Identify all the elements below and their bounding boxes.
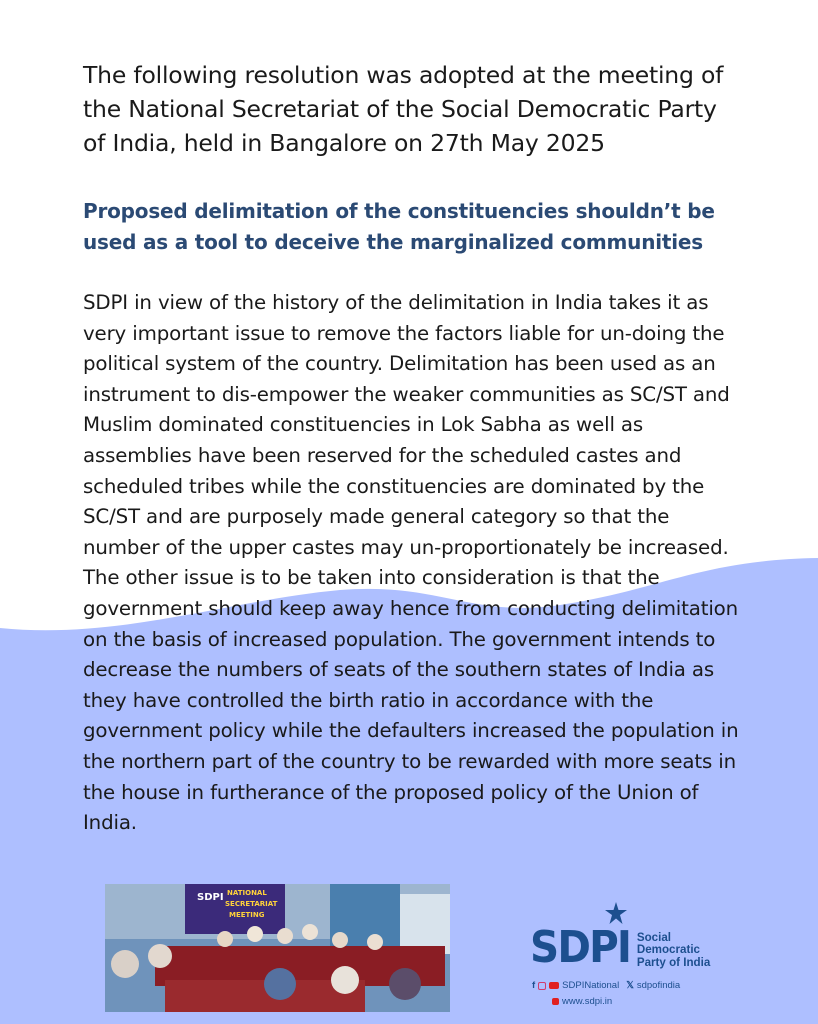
logo-party-name [637, 932, 710, 969]
logo-letters: SDPI [530, 922, 631, 973]
logo-name-line-3: Party of India [636, 955, 711, 969]
banner-line-4: MEETING [229, 911, 265, 919]
social-handle-text: SDPINational [562, 980, 620, 991]
banner-line-3: SECRETARIAT [225, 900, 278, 908]
banner-line-1: SDPI [197, 892, 224, 903]
logo-name-line-1: Social [636, 931, 671, 944]
banner-line-2: NATIONAL [227, 889, 267, 897]
logo-name-line-2: Democratic [636, 943, 700, 957]
resolution-body: SDPI in view of the history of the delimitation in India takes it as very important issue to remove the factors liable for un-doing the political system of the country. Delimitation has been used as an instrument to dis-empower the weaker communities as SC/ST and Muslim dominated constituencies in Lok Sabha as well as assemblies have been reserved for the scheduled castes and scheduled tribes while the constituencies are dominated by the SC/ST and are purposely made general category so that the number of the upper castes may un-proportionately be increased. The other issue is to be taken into consideration is that the government should keep away hence from conducting delimitation on the basis of increased population. The government intends to decrease the numbers of seats of the southern states of India as they have controlled the birth ratio in accordance with the government policy while the defaulters increased the population in the northern part of the country to be rewarded with more seats in the house in furtherance of the proposed policy of the Union of India. [83, 291, 739, 835]
facebook-icon: f [532, 980, 536, 991]
resolution-headline: Proposed delimitation of the constituencies shouldn’t be used as a tool to deceive the marginalized communities [83, 199, 715, 254]
youtube-icon [549, 982, 559, 989]
website-text: www.sdpi.in [562, 996, 613, 1007]
meeting-photo [105, 884, 450, 1012]
intro-paragraph: The following resolution was adopted at the meeting of the National Secretariat of the Social Democratic Party of India, held in Bangalore on 27th May 2025 [83, 61, 724, 157]
meeting-photo-illustration [105, 884, 450, 1012]
star-icon [605, 902, 627, 924]
website [552, 996, 612, 1007]
web-icon [552, 998, 559, 1005]
x-icon: 𝕏 [626, 980, 634, 991]
social-handles [532, 980, 680, 991]
sdpi-logo [530, 912, 740, 1017]
x-handle-text: sdpofindia [636, 980, 681, 991]
instagram-icon [538, 982, 546, 990]
document-content [83, 58, 743, 839]
